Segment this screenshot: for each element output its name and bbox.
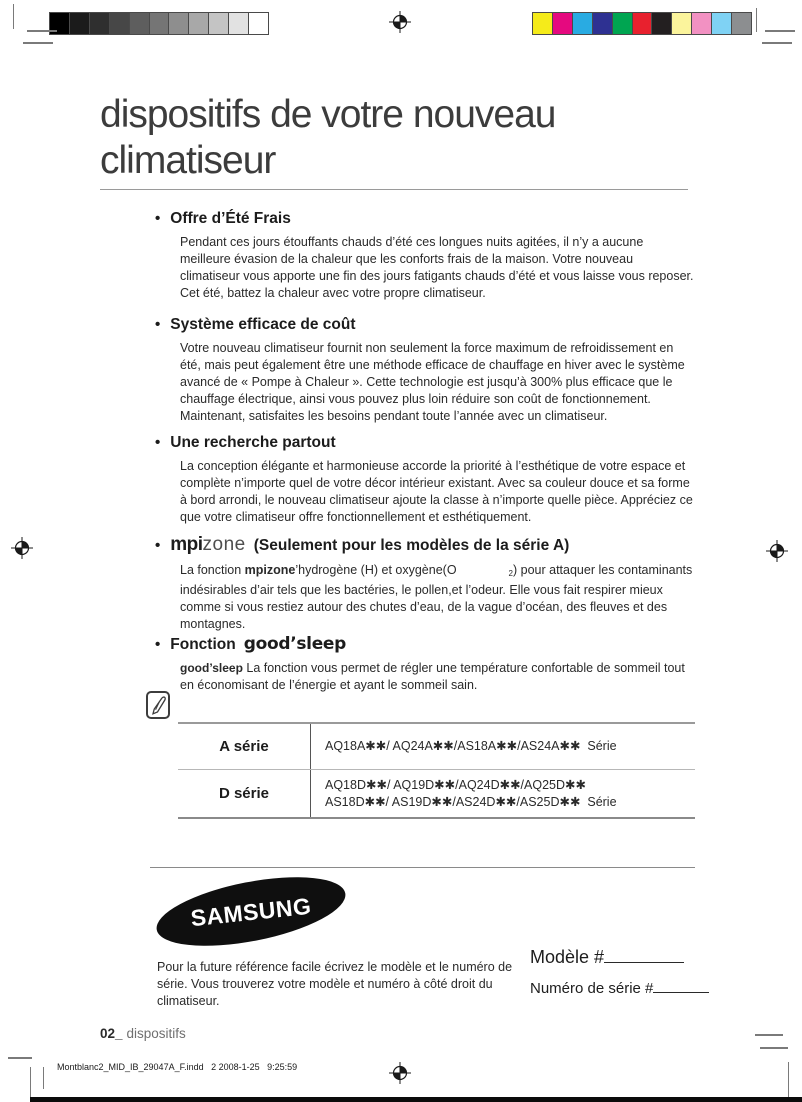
color-swatch xyxy=(532,12,553,35)
samsung-logo xyxy=(155,882,347,942)
model-list-line: AQ18D✱✱/ AQ19D✱✱/AQ24D✱✱/AQ25D✱✱ xyxy=(325,777,586,792)
section-mpi-zone xyxy=(155,534,700,633)
crop-mark xyxy=(8,1057,32,1059)
crop-mark xyxy=(755,1034,783,1036)
crop-mark xyxy=(765,30,795,32)
table-row xyxy=(178,724,695,770)
reference-note: Pour la future référence facile écrivez le modèle et le numéro de série. Vous trouverez votre modèle et numéro à côté droit du climatiseur. xyxy=(157,959,513,1008)
crop-mark xyxy=(788,1062,789,1097)
bullet-icon xyxy=(155,537,160,554)
page-title xyxy=(100,92,688,190)
section-heading: (Seulement pour les modèles de la série A) xyxy=(253,537,570,554)
color-swatch xyxy=(208,12,229,35)
goodsleep-logo: good’sleep xyxy=(243,634,347,654)
model-series-table xyxy=(178,722,695,819)
page-title-line2: climatiseur xyxy=(100,139,276,182)
color-swatch xyxy=(632,12,653,35)
section-recherche-partout xyxy=(155,434,700,526)
section-heading: Fonction xyxy=(170,636,236,653)
color-swatch xyxy=(651,12,672,35)
section-body xyxy=(180,562,696,633)
section-body: Votre nouveau climatiseur fournit non seulement la force maximum de refroidissement en été, mais peut également être une méthode efficace de chauffage en hiver avec le système avancé de « Pompe à Chaleur ». Cette technologie est jusqu’à 300% plus efficace que le chauffage électrique, ainsi vous pouvez plus loin réduire son coût de fonctionnement. Maintenant, satisfaites les besoins pendant toute l’année avec un climatiseur. xyxy=(180,341,685,423)
series-models xyxy=(310,724,695,769)
page-edge-bar xyxy=(30,1097,802,1102)
divider xyxy=(150,867,695,868)
section-body xyxy=(180,660,696,694)
color-swatch xyxy=(572,12,593,35)
goodsleep-logo-inline: good’sleep xyxy=(180,661,243,675)
series-label: A série xyxy=(219,738,269,755)
serial-number-field xyxy=(530,977,709,997)
color-swatch xyxy=(552,12,573,35)
subscript-2: 2 xyxy=(508,569,513,578)
color-swatch xyxy=(592,12,613,35)
registration-mark-icon xyxy=(766,540,788,562)
bullet-icon xyxy=(155,434,160,451)
body-text: La fonction xyxy=(180,563,245,577)
mpi-logo-inline: mpizone xyxy=(244,563,296,577)
model-list-line: AS18D✱✱/ AS19D✱✱/AS24D✱✱/AS25D✱✱ Série xyxy=(325,794,617,809)
serial-number-blank xyxy=(653,977,709,993)
crop-mark xyxy=(760,1047,788,1049)
samsung-logo-text: SAMSUNG xyxy=(189,892,313,932)
bullet-icon xyxy=(155,636,160,653)
bullet-icon xyxy=(155,210,160,227)
body-text: ’hydrogène (H) et oxygène(O xyxy=(295,563,457,577)
model-number-field xyxy=(530,944,684,968)
section-heading: Une recherche partout xyxy=(170,434,336,451)
crop-mark xyxy=(756,8,757,32)
bullet-icon xyxy=(155,316,160,333)
serial-number-label: Numéro de série # xyxy=(530,980,654,997)
section-body: Pendant ces jours étouffants chauds d’été ces longues nuits agitées, il n’y a aucune meilleure évasion de la chaleur que les conforts frais de la maison. Votre nouveau climatiseur vous apporte une fin des jours fatigants chauds d’été et vous laisse vous reposer. Cet été, battez la chaleur avec votre propre climatiseur. xyxy=(180,235,694,300)
color-swatch xyxy=(188,12,209,35)
model-list-line: AQ18A✱✱/ AQ24A✱✱/AS18A✱✱/AS24A✱✱ Série xyxy=(325,739,617,753)
crop-mark xyxy=(23,42,53,44)
color-swatch xyxy=(612,12,633,35)
note-pen-icon xyxy=(146,691,170,719)
model-number-blank xyxy=(604,944,684,963)
color-swatch xyxy=(248,12,269,35)
color-swatch xyxy=(671,12,692,35)
section-systeme-efficace xyxy=(155,316,700,425)
color-swatch xyxy=(89,12,110,35)
section-goodsleep xyxy=(155,634,700,694)
color-swatch xyxy=(228,12,249,35)
page-number: 02_ xyxy=(100,1026,123,1041)
table-row xyxy=(178,770,695,817)
registration-mark-icon xyxy=(389,1062,411,1084)
page-title-line1: dispositifs de votre nouveau xyxy=(100,93,556,136)
color-calibration-bar xyxy=(533,12,752,33)
grayscale-calibration-bar xyxy=(50,12,269,33)
registration-mark-icon xyxy=(389,11,411,33)
body-text: ) pour attaquer les contaminants indésirables d’air tels que les bactéries, le pollen,et l’odeur. Elle vous fait respirer mieux comme si vous restiez autour des chutes d’eau, de la vague d’océan, des fleuves et des montagnes. xyxy=(180,563,693,631)
section-heading: Offre d’Été Frais xyxy=(170,210,291,227)
print-file-info: Montblanc2_MID_IB_29047A_F.indd 2 2008-1-25 9:25:59 xyxy=(57,1062,298,1072)
color-swatch xyxy=(129,12,150,35)
color-swatch xyxy=(168,12,189,35)
crop-mark xyxy=(30,1067,31,1097)
body-text: La fonction vous permet de régler une température confortable de sommeil tout en économisant de l’énergie et ayant le sommeil sain. xyxy=(180,661,685,692)
page-section-label: dispositifs xyxy=(126,1026,186,1041)
section-heading: Système efficace de coût xyxy=(170,316,356,333)
color-swatch xyxy=(731,12,752,35)
color-swatch xyxy=(69,12,90,35)
section-body: La conception élégante et harmonieuse accorde la priorité à l’esthétique de votre espace et complète n’importe quel de votre décor intérieur existant. Avec sa couleur douce et sa forme à bord arrondi, le nouveau climatiseur ajoute la classe à n’importe quelle pièce. Appréciez ce que votre climatiseur offre fonctionnellement et esthétiquement. xyxy=(180,459,693,524)
series-label: D série xyxy=(218,785,270,802)
crop-mark xyxy=(762,42,792,44)
color-swatch xyxy=(109,12,130,35)
color-swatch xyxy=(711,12,732,35)
page-footer xyxy=(100,1026,186,1041)
color-swatch xyxy=(149,12,170,35)
crop-mark xyxy=(27,30,57,32)
model-number-label: Modèle # xyxy=(530,947,605,967)
section-offre-ete-frais xyxy=(155,210,700,302)
mpi-logo-bold: mpi xyxy=(170,534,203,555)
mpi-logo-light: zone xyxy=(202,534,246,555)
series-models xyxy=(310,770,695,817)
crop-mark xyxy=(43,1067,44,1089)
color-swatch xyxy=(691,12,712,35)
registration-mark-icon xyxy=(11,537,33,559)
crop-mark xyxy=(13,4,14,29)
